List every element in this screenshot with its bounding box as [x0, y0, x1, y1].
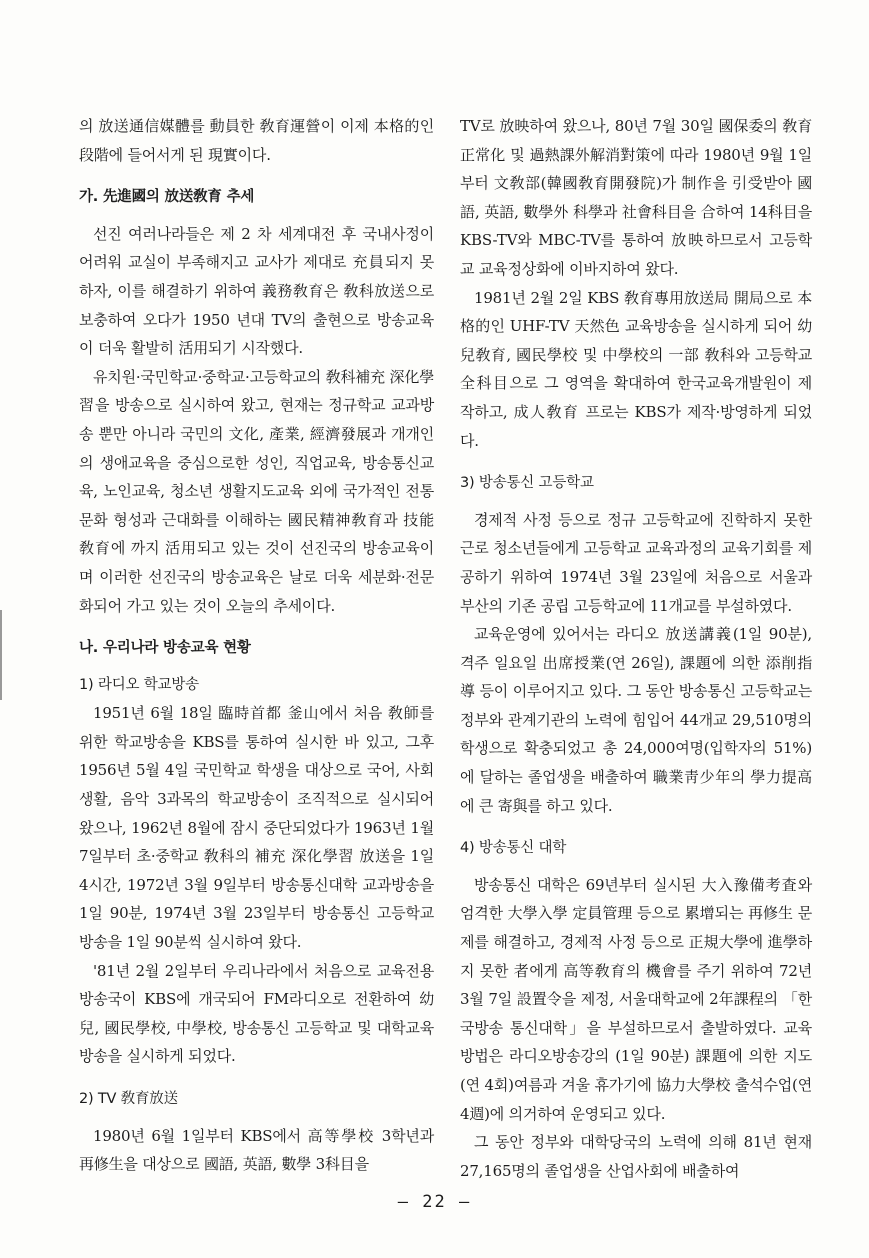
subsection-heading: 1) 라디오 학교방송: [79, 676, 199, 693]
paragraph: 1951년 6월 18일 臨時首都 釜山에서 처음 敎師를 위한 학교방송을 KBS를 통하여 실시한 바 있고, 그후 1956년 5월 4일 국민학교 학생을 대상으로 국어, 사회생활, 음악 3과목의 학교방송이 조직적으로 실시되어 왔으나, 1962년 8월에 잠시 중단되었다가 1963년 1월 7일부터 초·중학교 敎科의 補充 深化學習 放送을 1일 4시간, 1972년 3월 9일부터 방송통신대학 교과방송을 1일 90분, 1974년 3월 23일부터 방송통신 고등학교 방송을 1일 90분씩 실시하여 왔다.: [79, 704, 434, 952]
scan-edge-mark: [0, 610, 2, 700]
paragraph: 1980년 6월 1일부터 KBS에서 高等學校 3학년과 再修生을 대상으로 國語, 英語, 數學 3科目을: [79, 1126, 434, 1174]
subsection-heading: 4) 방송통신 대학: [460, 840, 567, 857]
paragraph: 그 동안 정부와 대학당국의 노력에 의해 81년 현재 27,165명의 졸업생을 산업사회에 배출하여: [460, 1133, 812, 1180]
paragraph: '81년 2월 2일부터 우리나라에서 처음으로 교육전용 방송국이 KBS에 개국되어 FM라디오로 전환하여 幼兒, 國民學校, 中學校, 방송통신 고등학교 및 대학교육 방송을 실시하게 되었다.: [79, 961, 434, 1066]
paragraph: 선진 여러나라들은 제 2 차 세계대전 후 국내사정이 어려워 교실이 부족해지고 교사가 제대로 充員되지 못하자, 이를 해결하기 위하여 義務敎育은 敎科放送으로 보충하여 오다가 1950 년대 TV의 출현으로 방송교육이 더욱 활발히 活用되기 시작했다.: [79, 224, 434, 358]
paragraph: 교육운영에 있어서는 라디오 放送講義(1일 90분), 격주 일요일 出席授業(연 26일), 課題에 의한 添削指導 등이 이루어지고 있다. 그 동안 방송통신 고등학교는 정부와 관계기관의 노력에 힘입어 44개교 29,510명의 학생으로 확충되었고 총 24,000여명(입학자의 51%)에 달하는 졸업생을 배출하여 職業靑少年의 學力提高에 큰 寄與를 하고 있다.: [460, 625, 812, 815]
paragraph: 유치원·국민학교·중학교·고등학교의 敎科補充 深化學習을 방송으로 실시하여 왔고, 현재는 정규학교 교과방송 뿐만 아니라 국민의 文化, 產業, 經濟發展과 개개인의 생애교육을 중심으로한 성인, 직업교육, 방송통신교육, 노인교육, 청소년 생활지도교육 외에 국가적인 전통문화 형성과 근대화를 이해하는 國民精神敎育과 技能敎育에 까지 活用되고 있는 것이 선진국의 방송교육이며 이러한 선진국의 방송교육은 날로 더욱 세분화·전문화되어 가고 있는 것이 오늘의 추세이다.: [79, 367, 434, 615]
right-column: [460, 112, 812, 1185]
paragraph: TV로 放映하여 왔으나, 80년 7월 30일 國保委의 敎育正常化 및 過熱課外解消對策에 따라 1980년 9월 1일부터 文敎部(韓國敎育開發院)가 制作을 引受받아 國語, 英語, 數學外 科學과 社會科目을 合하여 14科目을 KBS-TV와 MBC-TV를 통하여 放映하므로서 고등학교 교육정상화에 이바지하여 왔다.: [460, 117, 812, 278]
paragraph: 경제적 사정 등으로 정규 고등학교에 진학하지 못한 근로 청소년들에게 고등학교 교육과정의 교육기회를 제공하기 위하여 1974년 3월 23일에 처음으로 서울과 부산의 기존 공립 고등학교에 11개교를 부설하였다.: [460, 510, 812, 615]
subsection-heading: 3) 방송통신 고등학교: [460, 475, 594, 492]
section-heading: 나. 우리나라 방송교육 현황: [79, 640, 251, 657]
subsection-heading: 2) TV 敎育放送: [79, 1091, 178, 1107]
paragraph: 1981년 2월 2일 KBS 敎育專用放送局 開局으로 本格的인 UHF-TV 天然色 교육방송을 실시하게 되어 幼兒敎育, 國民學校 및 中學校의 一部 敎科와 고등학교 全科目으로 그 영역을 확대하여 한국교육개발원이 제작하고, 成人敎育 프로는 KBS가 제작·방영하게 되었다.: [460, 288, 812, 450]
left-column: [79, 112, 434, 1179]
page-number: — 22 —: [397, 1192, 472, 1212]
paragraph: 의 放送通信媒體를 動員한 敎育運營이 이제 本格的인 段階에 들어서게 된 現實이다.: [79, 117, 434, 164]
section-heading: 가. 先進國의 放送敎育 추세: [79, 189, 255, 206]
paragraph: 방송통신 대학은 69년부터 실시된 大入豫備考査와 엄격한 大學入學 定員管理 등으로 累增되는 再修生 문제를 해결하고, 경제적 사정 등으로 正規大學에 進學하지 못한 者에게 高等敎育의 機會를 주기 위하여 72년 3월 7일 設置令을 제정, 서울대학교에 2年課程의 「한국방송 통신대학」을 부설하므로서 출발하였다. 교육방법은 라디오방송강의 (1일 90분) 課題에 의한 지도(연 4회)여름과 겨울 휴가기에 協力大學校 출석수업(연 4週)에 의거하여 운영되고 있다.: [460, 875, 812, 1123]
